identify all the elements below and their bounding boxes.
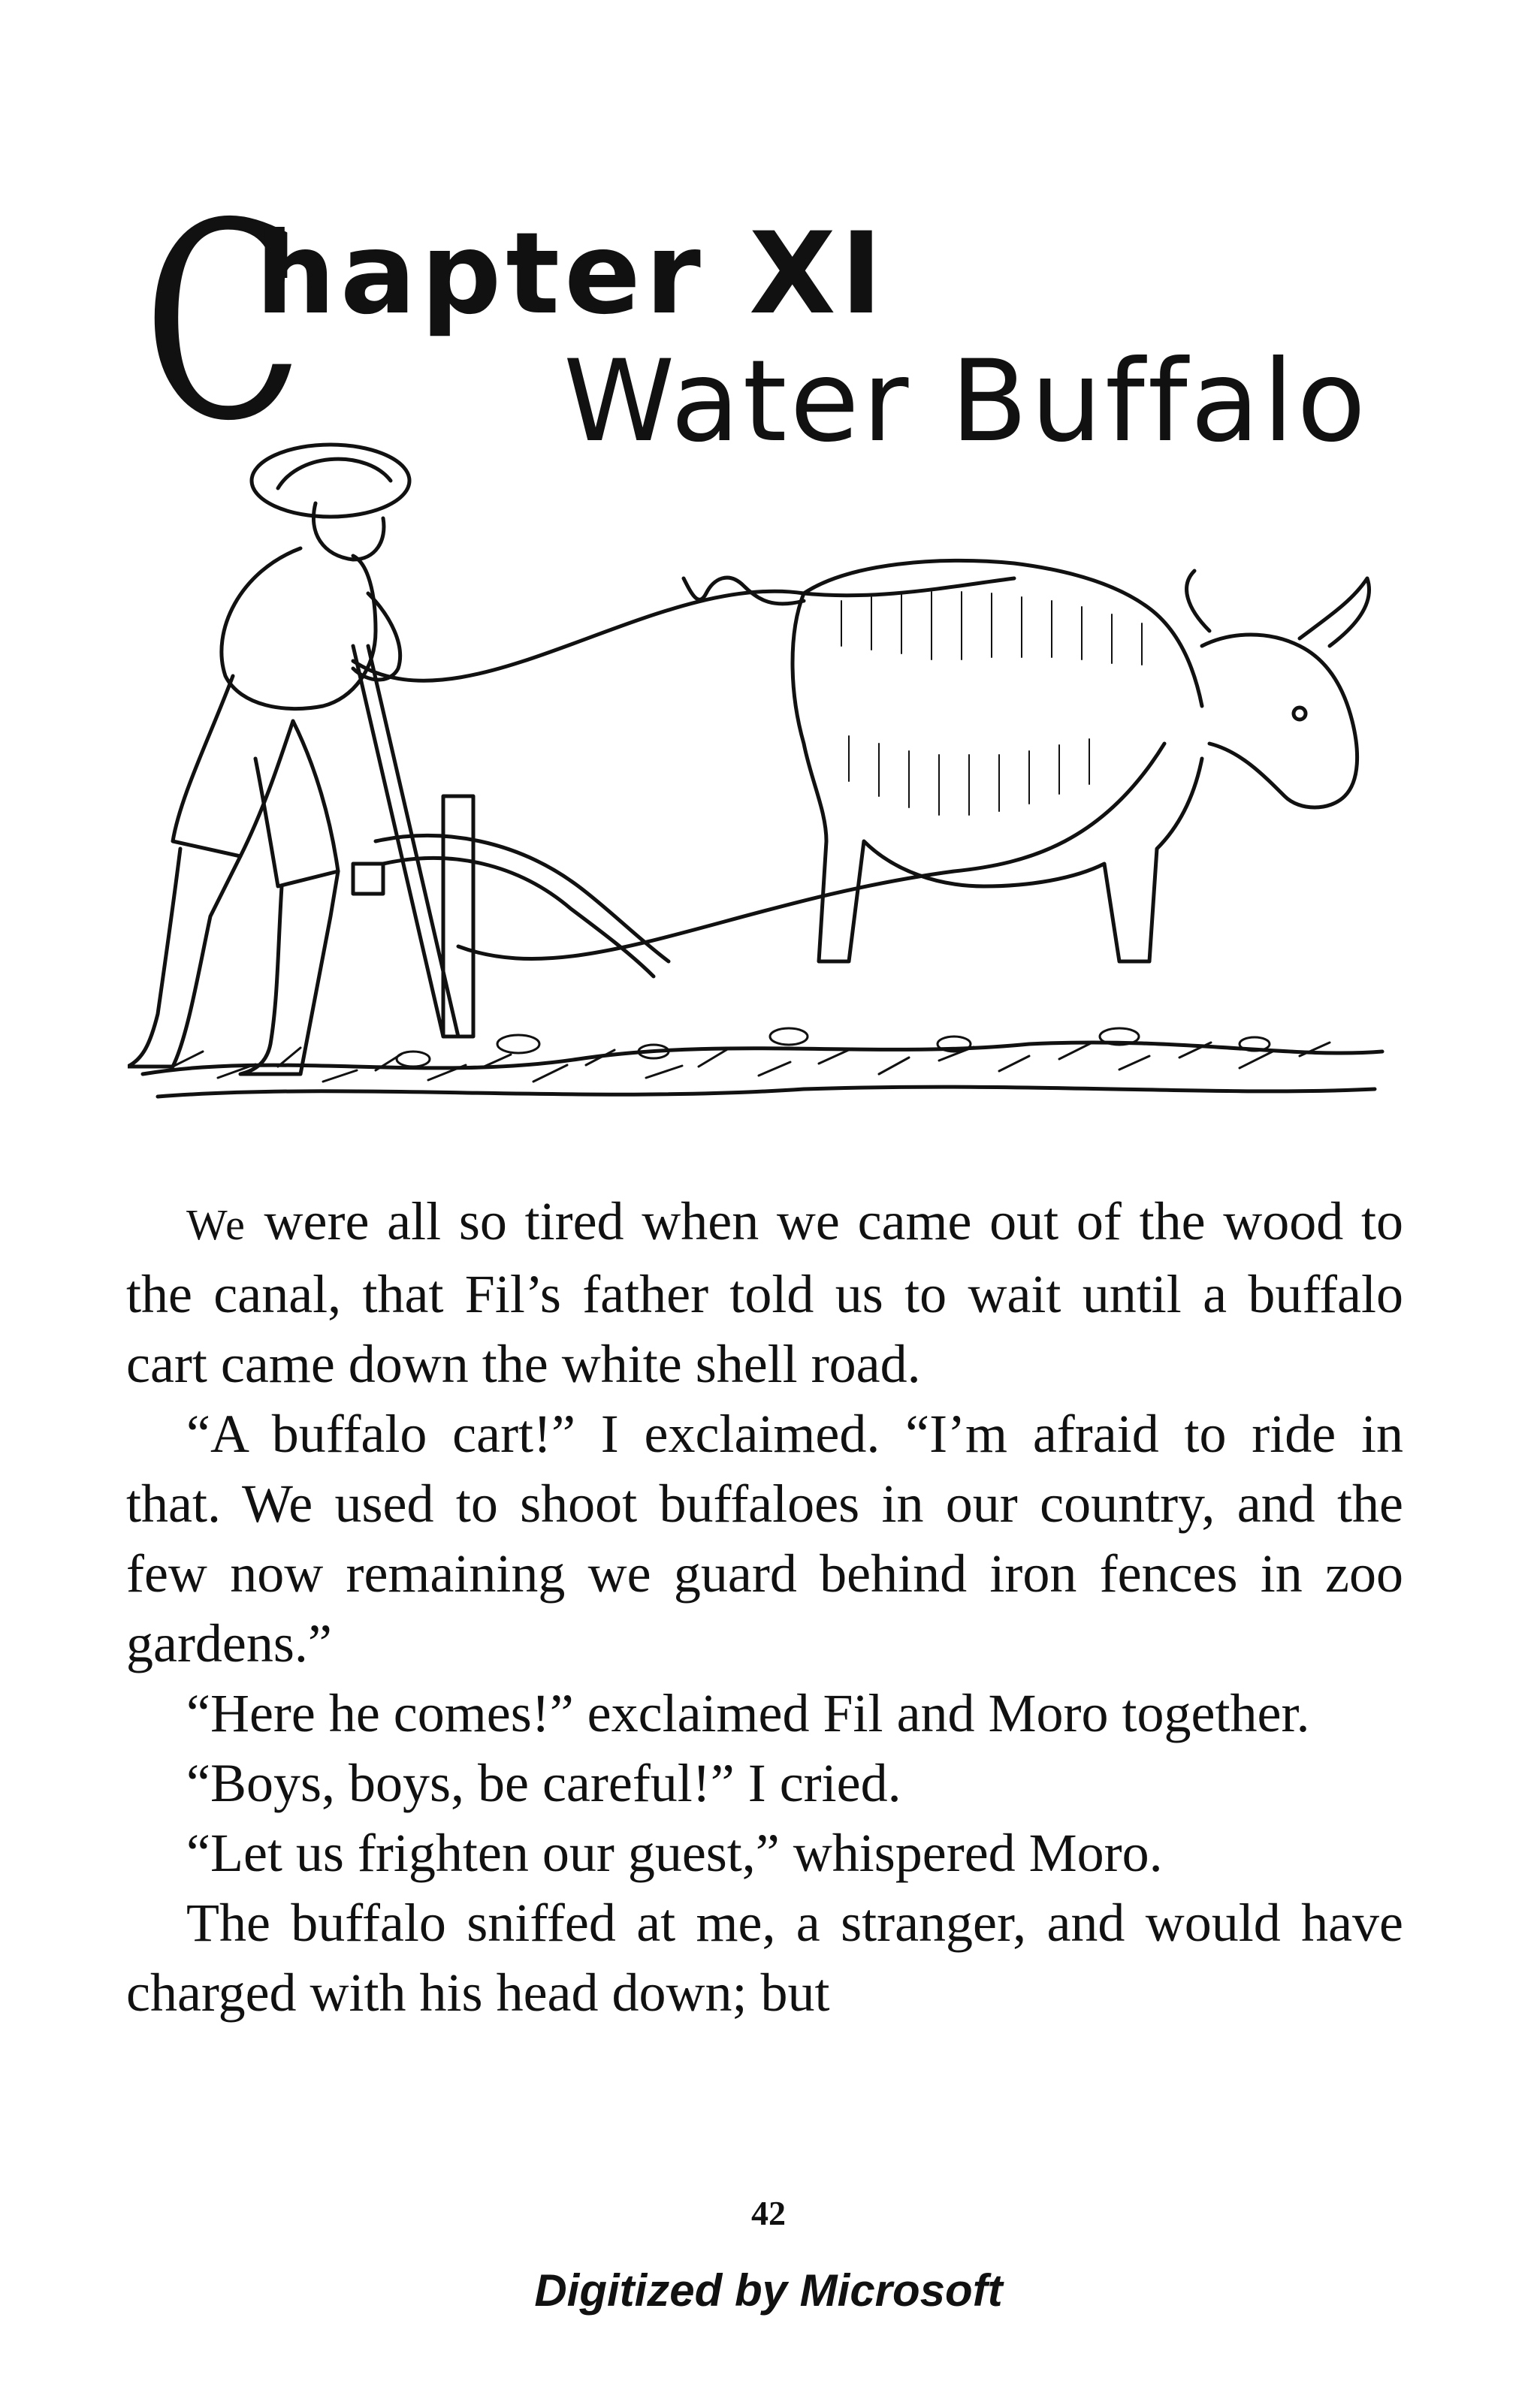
chapter-number: hapter XI: [255, 209, 887, 339]
paragraph-3: “Here he comes!” exclaimed Fil and Moro together.: [186, 1683, 1310, 1743]
plowing-with-water-buffalo-illustration-icon: [128, 421, 1390, 1149]
paragraph-1-text: were all so tired when we came out of the wood to the canal, that Fil’s father told us to wait until a buffalo cart came down the white shell road.: [126, 1191, 1403, 1394]
plowing-buffalo-illustration: [128, 421, 1390, 1149]
paragraph-4: “Boys, boys, be careful!” I cried.: [186, 1753, 901, 1813]
page-number: 42: [751, 2194, 786, 2232]
paragraph-6: The buffalo sniffed at me, a stranger, and would have charged with his head down; but: [126, 1893, 1403, 2023]
paragraph-2: “A buffalo cart!” I exclaimed. “I’m afraid to ride in that. We used to shoot buffaloes in our country, and the few now remaining we guard behind iron fences in zoo gardens.”: [126, 1404, 1403, 1673]
chapter-body: [126, 1187, 1403, 2028]
digitization-credit: Digitized by Microsoft: [534, 2265, 1003, 2316]
chapter-name: Water Buffalo: [563, 336, 1369, 467]
opening-smallcap: We: [186, 1200, 246, 1249]
paragraph-5: “Let us frighten our guest,” whispered Moro.: [186, 1823, 1163, 1883]
chapter-title-initial: C: [143, 165, 304, 480]
paragraph-1: [126, 1187, 1403, 1399]
